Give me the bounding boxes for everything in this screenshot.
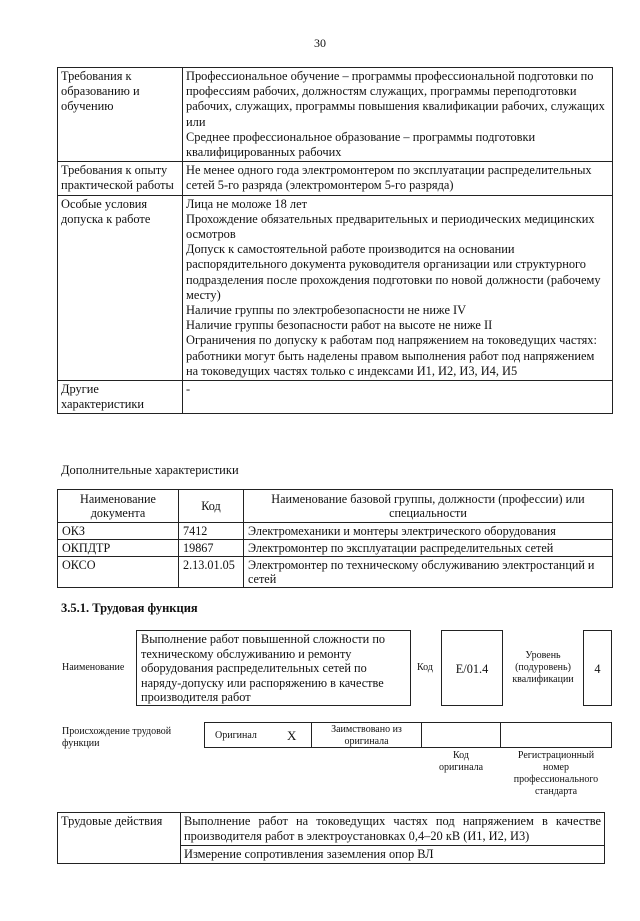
- origin-label: Происхождение трудовой функции: [62, 726, 172, 749]
- table-row: [58, 162, 613, 195]
- function-name-box: [136, 630, 411, 706]
- row-value: [183, 162, 613, 195]
- table-header-row: [58, 490, 613, 523]
- orig-code-label: Код оригинала: [438, 750, 484, 773]
- table-row: [58, 557, 613, 588]
- value-line: -: [186, 382, 191, 397]
- value-line: Среднее профессиональное образование – программы подготовки квалифицированных рабочих: [186, 129, 536, 160]
- function-name: Выполнение работ повышенной сложности по техническому обслуживанию и ремонту оборудования распределительных сетей по наряду-допуску или распоряжению в качестве производителя работ: [141, 632, 386, 705]
- name-label: Наименование: [62, 662, 125, 673]
- row-label: Особые условия допуска к работе: [58, 195, 183, 380]
- row-value: [183, 381, 613, 414]
- actions-label: Трудовые действия: [58, 813, 181, 864]
- table-cell: ОКЗ: [58, 523, 179, 540]
- table-cell: Электромеханики и монтеры электрического оборудования: [244, 523, 613, 540]
- table-cell: ОКСО: [58, 557, 179, 588]
- value-line: Допуск к самостоятельной работе производится на основании распорядительного документа руководителя организации или структурного подразделения после прохождения подготовки по новой должности (рабочему месту): [186, 242, 601, 302]
- labor-function-title: 3.5.1. Трудовая функция: [61, 601, 198, 615]
- table-row: [58, 68, 613, 162]
- value-line: Прохождение обязательных предварительных и периодических медицинских осмотров: [186, 211, 595, 242]
- action-item: Измерение сопротивления заземления опор ВЛ: [181, 846, 605, 864]
- original-box: [204, 722, 312, 748]
- orig-code-box: [421, 722, 501, 748]
- action-item: Выполнение работ на токоведущих частях под напряжением в качестве производителя работ в электроустановках 0,4–20 кВ (И1, И2, И3): [181, 813, 605, 846]
- value-line: Наличие группы по электробезопасности не ниже IV: [186, 303, 467, 318]
- value-line: Наличие группы безопасности работ на высоте не ниже II: [186, 318, 493, 333]
- table-row: [58, 540, 613, 557]
- table-cell: 7412: [179, 523, 244, 540]
- original-label: Оригинал: [215, 730, 257, 741]
- value-line: Профессиональное обучение – программы профессиональной подготовки по профессиям рабочих, должностям служащих, программы переподготовки рабочих, служащих, программы повышения квалификации рабочих, служащих: [186, 69, 605, 114]
- table-cell: Электромонтер по техническому обслуживанию электростанций и сетей: [244, 557, 613, 588]
- code-box: [441, 630, 503, 706]
- value-line: Лица не моложе 18 лет: [186, 196, 308, 211]
- reg-number-label: Регистрационный номер профессионального стандарта: [513, 750, 599, 797]
- code-value: E/01.4: [455, 662, 489, 676]
- additional-table: [57, 489, 613, 588]
- labor-actions-table: [57, 812, 605, 864]
- original-mark: X: [287, 728, 297, 743]
- table-cell: 2.13.01.05: [179, 557, 244, 588]
- level-value: 4: [594, 662, 601, 676]
- table-row: [58, 381, 613, 414]
- code-label: Код: [417, 662, 433, 673]
- level-box: [583, 630, 612, 706]
- row-value: [183, 195, 613, 380]
- level-label: Уровень (подуровень) квалификации: [512, 650, 574, 685]
- table-row: [58, 813, 605, 846]
- reg-number-box: [500, 722, 612, 748]
- requirements-table: [57, 67, 613, 414]
- column-header: Наименование базовой группы, должности (профессии) или специальности: [244, 490, 613, 523]
- table-cell: Электромонтер по эксплуатации распределительных сетей: [244, 540, 613, 557]
- borrowed-box: [311, 722, 422, 748]
- value-line: или: [186, 114, 206, 129]
- row-label: Другие характеристики: [58, 381, 183, 414]
- table-cell: 19867: [179, 540, 244, 557]
- table-cell: ОКПДТР: [58, 540, 179, 557]
- borrowed-label: Заимствовано из оригинала: [331, 724, 402, 747]
- row-label: Требования к опыту практической работы: [58, 162, 183, 195]
- value-line: Не менее одного года электромонтером по эксплуатации распределительных сетей 5-го разряда (электромонтером 5-го разряда): [186, 163, 592, 193]
- column-header: Код: [179, 490, 244, 523]
- additional-title: Дополнительные характеристики: [61, 463, 239, 477]
- value-line: Ограничения по допуску к работам под напряжением на токоведущих частях: работники могут быть наделены правом выполнения работ под напряжением на токоведущих частях только с индексами И1, И2, И3, И4, И5: [186, 333, 597, 378]
- table-row: [58, 523, 613, 540]
- page-number: 30: [314, 36, 326, 50]
- row-value: [183, 68, 613, 162]
- column-header: Наименование документа: [58, 490, 179, 523]
- row-label: Требования к образованию и обучению: [58, 68, 183, 162]
- table-row: [58, 195, 613, 380]
